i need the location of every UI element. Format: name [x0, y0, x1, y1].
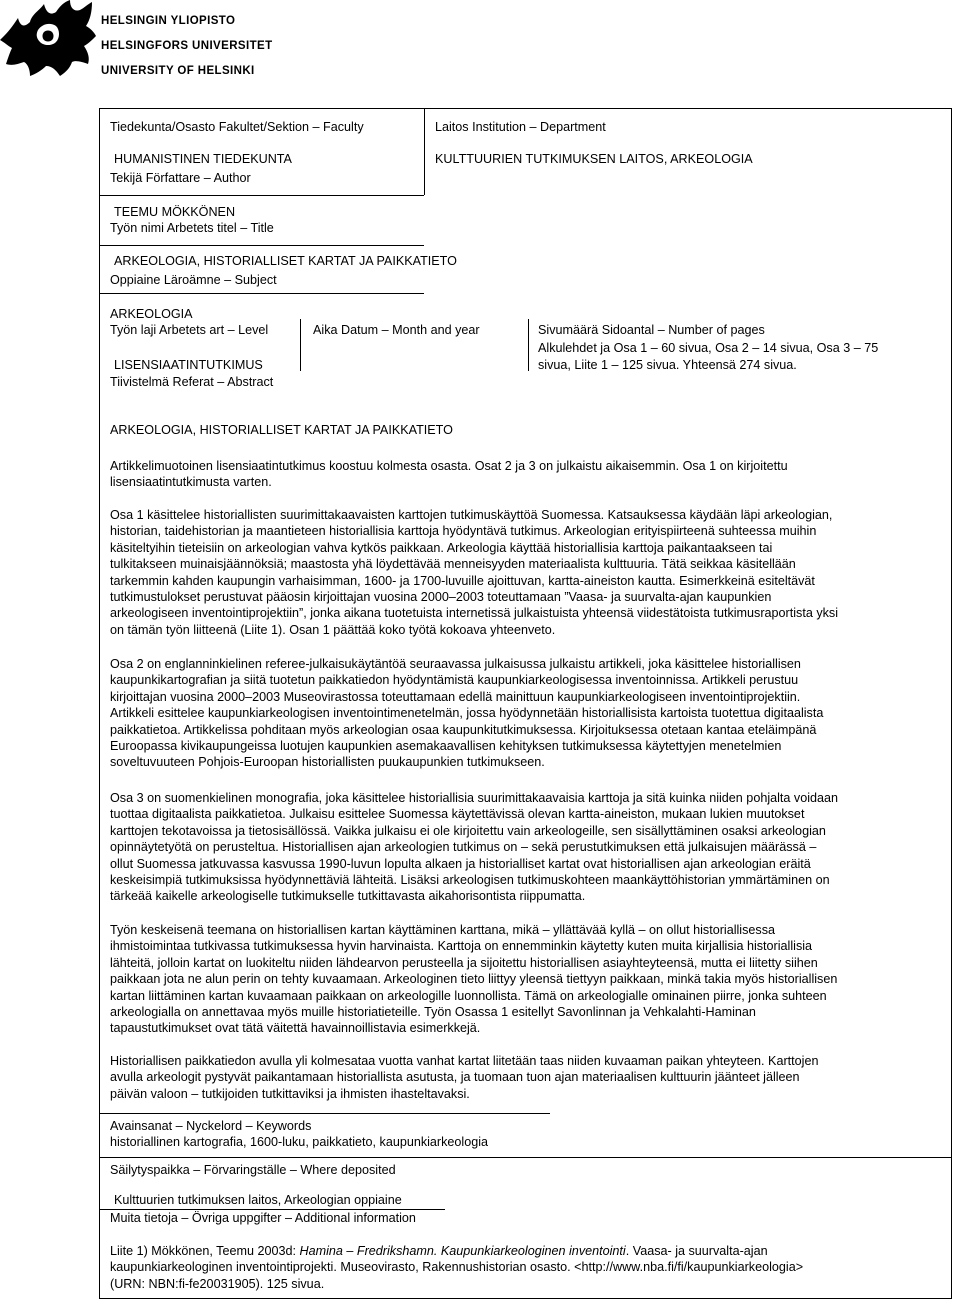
faculty-value: HUMANISTINEN TIEDEKUNTA — [114, 152, 292, 166]
subject-label: Oppiaine Läroämne – Subject — [110, 273, 277, 287]
deposited-label: Säilytyspaikka – Förvaringställe – Where deposited — [110, 1163, 396, 1177]
abstract-paragraph: Työn keskeisenä teemana on historiallisen kartan käyttäminen karttana, mikä – yllättävää kyllä – on ollut historiallisessa ihmistoimintaa tutkivassa tutkimuksessa hyvin harvinaista. Karttoja on ennemminkin käytetty kuten muita kirjallisia historiallisia lähteitä, jolloin kartat on luokiteltu niiden lähdearvon perusteella ja sijoitettu historiallisen asiayhteyteensä, mutta ei liitetty siihen paikkaan jota ne alun perin on tehty kuvaamaan. Arkeologinen tieto liittyy yleensä tiettyyn paikkaan, minkä takia myös historiallisen kartan liittäminen kartan kuvaamaan paikkaan on arkeologille luonnollista. Tämä on arkeologialle ominainen piirre, jonka suhteen arkeologialla on annettavaa myös muille historiatieteille. Työn Osassa 1 esitellyt Savonlinnan ja Vehkalahti-Haminan tapaustutkimukset ovat tätä väitettä havainnoillistavia esimerkkejä. — [110, 923, 838, 1036]
pages-label: Sivumäärä Sidoantal – Number of pages — [538, 323, 765, 337]
keywords-label: Avainsanat – Nyckelord – Keywords — [110, 1119, 312, 1133]
divider — [528, 319, 529, 371]
deposited-value: Kulttuurien tutkimuksen laitos, Arkeologian oppiaine — [114, 1193, 402, 1207]
faculty-label: Tiedekunta/Osasto Fakultet/Sektion – Faculty — [110, 120, 364, 134]
divider — [100, 1157, 951, 1158]
university-name-fi: HELSINGIN YLIOPISTO — [101, 15, 236, 27]
divider — [100, 293, 424, 294]
title-value: ARKEOLOGIA, HISTORIALLISET KARTAT JA PAIKKATIETO — [114, 254, 457, 268]
abstract-form — [99, 108, 952, 1299]
department-value: KULTTUURIEN TUTKIMUKSEN LAITOS, ARKEOLOGIA — [435, 152, 753, 166]
divider — [100, 1113, 550, 1114]
abstract-paragraph: Historiallisen paikkatiedon avulla yli kolmesataa vuotta vanhat kartat liitetään taas niiden kuvaaman paikan yhteyteen. Karttojen avulla arkeologit pystyvät paikantamaan historiallista asutusta, ja tuomaan tuon ajan materiaalisen kulttuurin jäänteet jälleen päivän valoon – tutkijoiden tutkittaviksi ja ihmisten ihasteltavaksi. — [110, 1054, 819, 1101]
abstract-paragraph: Osa 2 on englanninkielinen referee-julkaisukäytäntöä seuraavassa julkaisussa julkaistu artikkeli, joka käsittelee historiallisen kaupunkikartografian ja siitä tuotetun paikkatiedon hyödyntämistä kaupunkiarkeologisessa inventoinnissa. Artikkeli perustuu kirjoittajan vuosina 2000–2003 Museovirastossa toteuttamaan edellä mainittuun kaupunkiarkeologiseen inventointiprojektiin. Artikkeli esittelee kaupunkiarkeologisen inventointimenetelmän, jossa hyödynnetään historiallisista kartoista tuotettua digitaalista paikkatietoa. Artikkelissa pohditaan myös arkeologian osaa kaupunkitutkimuksessa. Kirjoituksessa otetaan kantaa eteläimpänä Euroopassa kivikaupungeissa luotujen kaupunkien asemakaavallisen kehityksen tutkimuksessa käytettyjen menetelmien soveltuvuuteen Pohjois-Euroopan historiallisten puukaupunkien tutkimukseen. — [110, 657, 824, 770]
abstract-paragraph: Osa 3 on suomenkielinen monografia, joka käsittelee historiallisia suurimittakaavaisia karttoja ja sitä kuinka niiden pohjalta voidaan tuottaa digitaalista paikkatietoa. Julkaisu esittelee Suomessa käytettävissä olevan kartta-aineiston, mukaan lukien muutokset karttojen tekotavoissa ja tietosisällössä. Vaikka julkaisu ei ole kirjoitettu vain arkeologeille, sen sisällyttäminen osaksi arkeologian opinnäytetyötä on perusteltua. Historiallisen ajan arkeologien tutkimus on – sekä perustutkimuksen että julkaisujen määrässä – ollut Suomessa jatkuvassa kasvussa 1990-luvun lopulta alkaen ja historialliset kartat ovat historiallisen ajan arkeologian eräitä keskeisimpiä tutkimuksissa hyödynnettäviä lähteitä. Lisäksi arkeologisen tutkimuskohteen maankäyttöhistorian ymmärtäminen on tärkeää kaikelle arkeologiselle tutkimukselle tutkittavasta aikahorisontista riippumatta. — [110, 791, 839, 904]
university-name-sv: HELSINGFORS UNIVERSITET — [101, 40, 273, 52]
date-label: Aika Datum – Month and year — [313, 323, 480, 337]
abstract-heading: ARKEOLOGIA, HISTORIALLISET KARTAT JA PAIKKATIETO — [110, 423, 453, 437]
pages-value-line: sivua, Liite 1 – 125 sivua. Yhteensä 274 sivua. — [538, 358, 797, 372]
divider — [424, 109, 425, 195]
abstract-label: Tiivistelmä Referat – Abstract — [110, 375, 274, 389]
helsinki-flame-logo-icon — [0, 0, 96, 78]
divider — [300, 319, 301, 371]
additional-label: Muita tietoja – Övriga uppgifter – Additional information — [110, 1211, 416, 1225]
divider — [100, 245, 424, 246]
author-value: TEEMU MÖKKÖNEN — [114, 205, 236, 219]
author-label: Tekijä Författare – Author — [110, 171, 251, 185]
keywords-value: historiallinen kartografia, 1600-luku, paikkatieto, kaupunkiarkeologia — [110, 1135, 489, 1149]
subject-value: ARKEOLOGIA — [110, 307, 193, 321]
university-name-en: UNIVERSITY OF HELSINKI — [101, 65, 255, 77]
level-value: LISENSIAATINTUTKIMUS — [114, 358, 263, 372]
additional-info: Liite 1) Mökkönen, Teemu 2003d: Hamina – Fredrikshamn. Kaupunkiarkeologinen inventointi. Vaasa- ja suurvalta-ajan kaupunkiarkeologinen inventointiprojekti. Museovirasto, Rakennushistorian osasto. <http://www.nba.fi/fi/kaupunkiarkeologia> (URN: NBN:fi-fe20031905). 125 sivua. — [110, 1244, 804, 1291]
abstract-paragraph: Osa 1 käsittelee historiallisten suurimittakaavaisten karttojen tutkimuskäyttöä Suomessa. Katsauksessa käydään läpi arkeologian, historian, taidehistorian ja maantieteen historiallisia karttoja hyödyntävä tutkimus. Arkeologian erityispiirteenä suhteessa muihin käsiteltyihin tieteisiin on arkeologian vahva kytkös paikkaan. Arkeologia käyttää historiallisia karttoja paikantaakseen tai tulkitakseen muinaisjäännöksiä; maastosta yhä löydettävää menneisyyden materiaalista kulttuuria. Tätä seikkaa käsitellään tarkemmin kahden kaupungin varhaisimman, 1600- ja 1700-luvuille ajoittuvan, kartta-aineiston kautta. Esimerkkeinä esiteltävät tutkimustulokset perustuvat pääosin kirjoittajan vuosina 2000–2003 toteuttamaan ”Vaasa- ja suurvalta-ajan kaupunkien arkeologiseen inventointiprojektiin”, jonka aikana tuotetuista internetissä julkaistuista yhteensä viidestätoista tutkimusraportista yksi on tämän työn liitteenä (Liite 1). Osan 1 päättää koko työtä kokoava yhteenveto. — [110, 508, 839, 637]
pages-value-line: Alkulehdet ja Osa 1 – 60 sivua, Osa 2 – 14 sivua, Osa 3 – 75 — [538, 341, 879, 355]
level-label: Työn laji Arbetets art – Level — [110, 323, 269, 337]
department-label: Laitos Institution – Department — [435, 120, 606, 134]
title-label: Työn nimi Arbetets titel – Title — [110, 221, 274, 235]
divider — [100, 195, 424, 196]
abstract-paragraph: Artikkelimuotoinen lisensiaatintutkimus koostuu kolmesta osasta. Osat 2 ja 3 on julkaistu aikaisemmin. Osa 1 on kirjoitettu lisensiaatintutkimusta varten. — [110, 459, 788, 490]
